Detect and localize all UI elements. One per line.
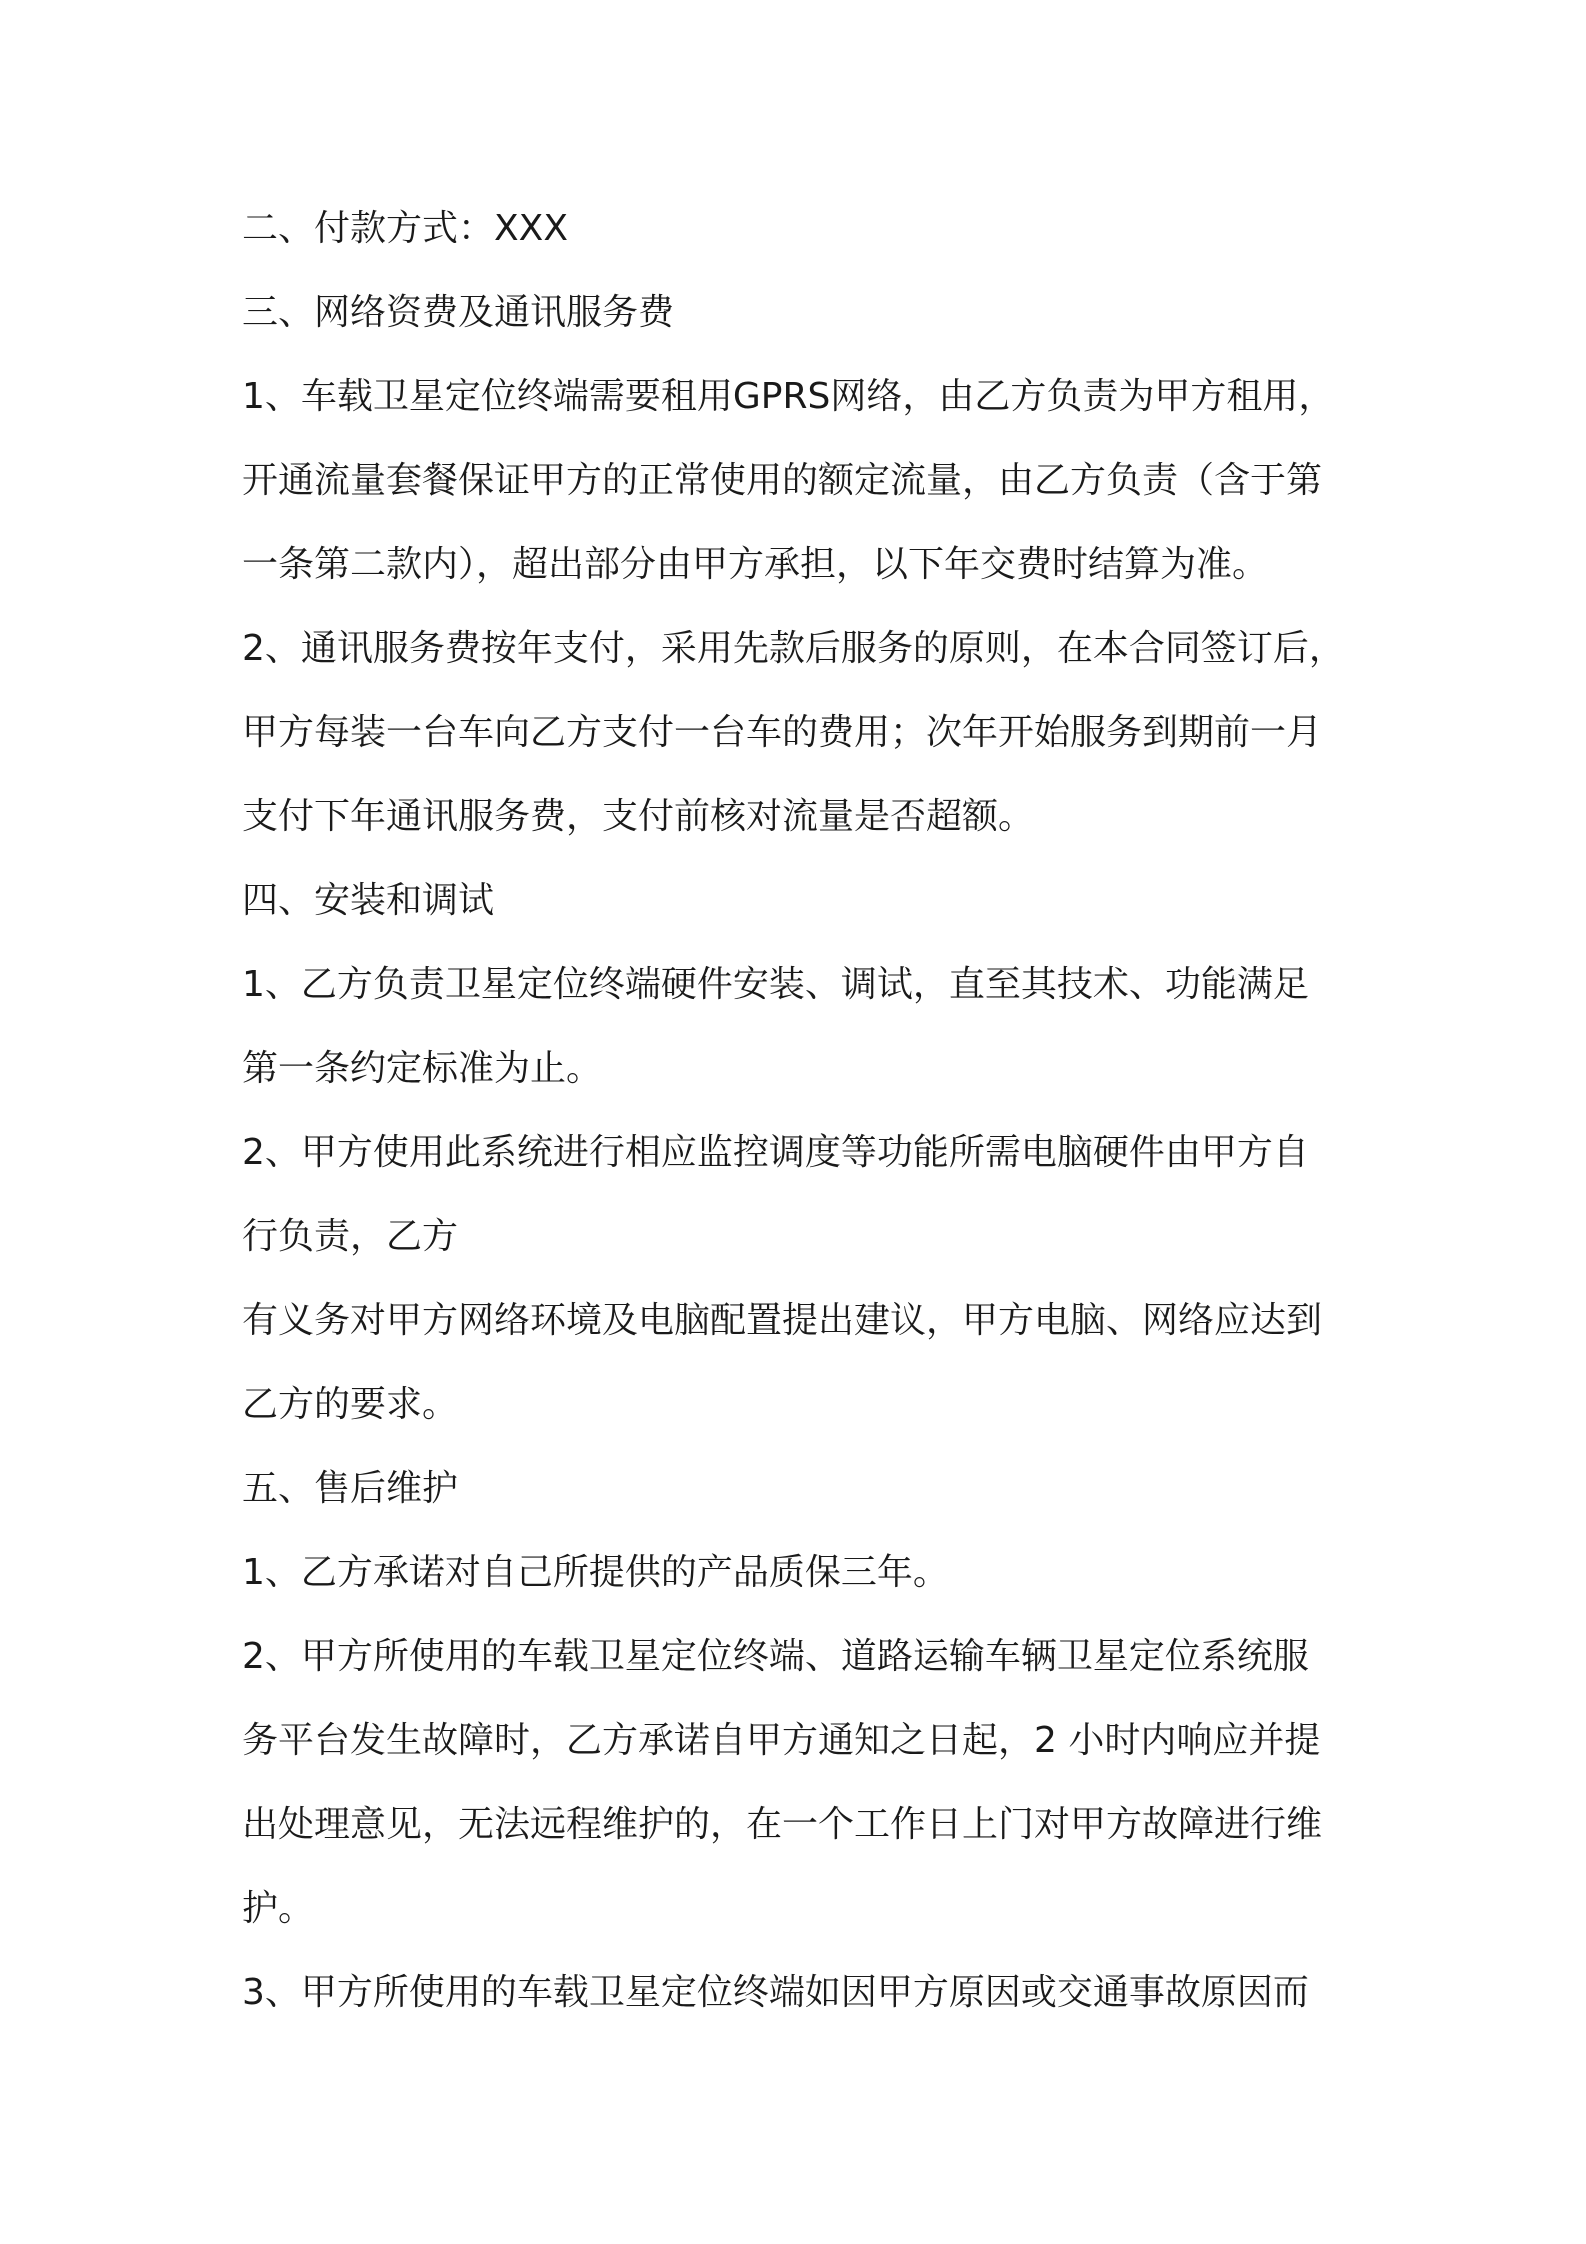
paragraph-line: 护。 <box>242 1888 315 1929</box>
paragraph-line: 务平台发生故障时，乙方承诺自甲方通知之日起，2 小时内响应并提 <box>242 1720 1321 1761</box>
section-heading-payment: 二、付款方式：XXX <box>242 208 568 249</box>
paragraph-line: 支付下年通讯服务费，支付前核对流量是否超额。 <box>242 796 1035 837</box>
paragraph-line: 1、车载卫星定位终端需要租用GPRS网络，由乙方负责为甲方租用， <box>242 376 1335 417</box>
paragraph-line: 2、通讯服务费按年支付，采用先款后服务的原则，在本合同签订后， <box>242 628 1345 669</box>
paragraph-line: 一条第二款内），超出部分由甲方承担，以下年交费时结算为准。 <box>242 544 1269 585</box>
paragraph-line: 行负责，乙方 <box>242 1216 459 1257</box>
section-heading-after-sales: 五、售后维护 <box>242 1468 459 1509</box>
paragraph-line: 出处理意见，无法远程维护的，在一个工作日上门对甲方故障进行维 <box>242 1804 1323 1845</box>
paragraph-line: 2、甲方所使用的车载卫星定位终端、道路运输车辆卫星定位系统服 <box>242 1636 1309 1677</box>
paragraph-line: 有义务对甲方网络环境及电脑配置提出建议，甲方电脑、网络应达到 <box>242 1300 1323 1341</box>
paragraph-line: 甲方每装一台车向乙方支付一台车的费用；次年开始服务到期前一月 <box>242 712 1323 753</box>
section-heading-network-fees: 三、网络资费及通讯服务费 <box>242 292 675 333</box>
paragraph-line: 第一条约定标准为止。 <box>242 1048 603 1089</box>
paragraph-line: 1、乙方负责卫星定位终端硬件安装、调试，直至其技术、功能满足 <box>242 964 1309 1005</box>
paragraph-line: 乙方的要求。 <box>242 1384 459 1425</box>
section-heading-installation: 四、安装和调试 <box>242 880 495 921</box>
paragraph-line: 1、乙方承诺对自己所提供的产品质保三年。 <box>242 1552 949 1593</box>
paragraph-line: 3、甲方所使用的车载卫星定位终端如因甲方原因或交通事故原因而 <box>242 1972 1309 2013</box>
paragraph-line: 2、甲方使用此系统进行相应监控调度等功能所需电脑硬件由甲方自 <box>242 1132 1309 1173</box>
paragraph-line: 开通流量套餐保证甲方的正常使用的额定流量，由乙方负责（含于第 <box>242 460 1323 501</box>
